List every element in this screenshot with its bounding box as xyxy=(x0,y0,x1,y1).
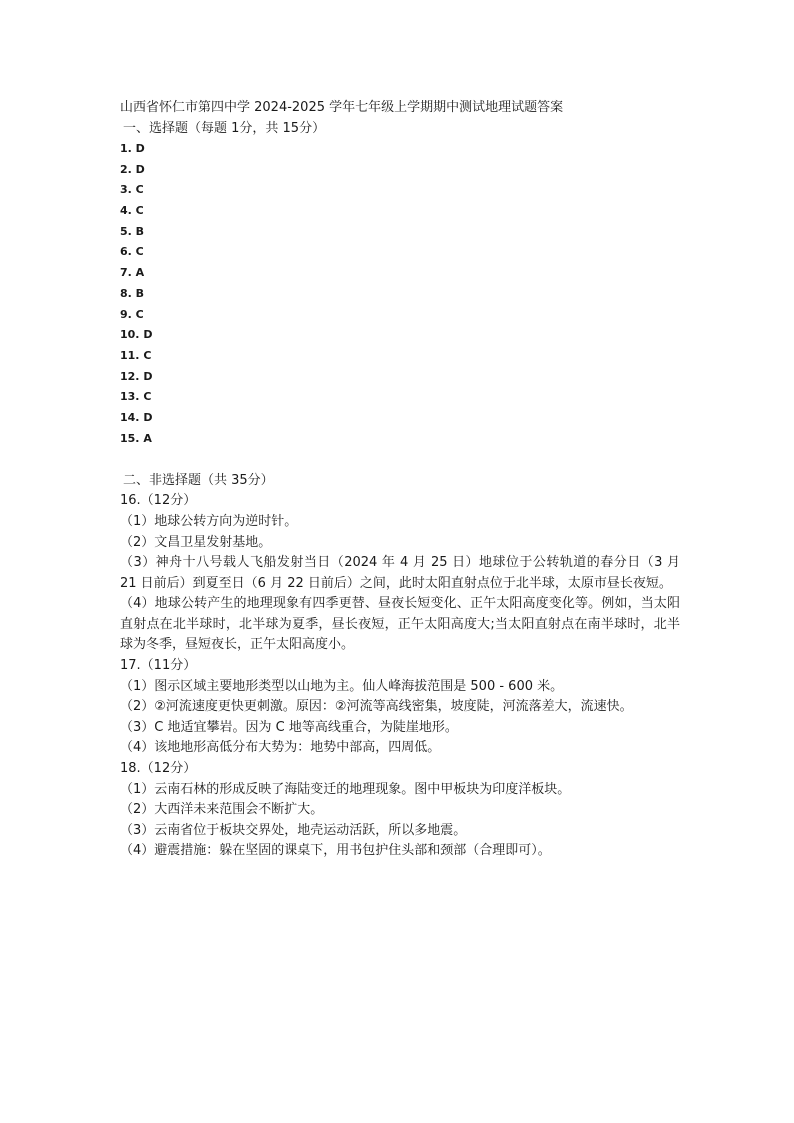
choice-answer: 13. C xyxy=(120,390,152,404)
question-heading: 16.（12分） xyxy=(120,493,197,509)
choice-answer: 10. D xyxy=(120,328,153,342)
choice-answer: 8. B xyxy=(120,286,145,300)
answer-line: （2）文昌卫星发射基地。 xyxy=(120,534,272,550)
answer-line: （1）图示区域主要地形类型以山地为主。仙人峰海拔范围是 500 - 600 米。 xyxy=(120,678,564,694)
answer-line: （4）避震措施：躲在坚固的课桌下，用书包护住头部和颈部（合理即可）。 xyxy=(120,843,551,859)
choice-answer: 5. B xyxy=(120,224,145,238)
question-heading: 18.（12分） xyxy=(120,761,197,777)
question-18 xyxy=(120,759,680,862)
question-16 xyxy=(120,491,680,656)
section-2-heading: 二、非选择题（共 35分） xyxy=(123,473,274,489)
choice-answer-list xyxy=(120,139,680,449)
answer-line: （4）该地地形高低分布大势为：地势中部高，四周低。 xyxy=(120,740,441,756)
answer-line: （1）云南石林的形成反映了海陆变迁的地理现象。图中甲板块为印度洋板块。 xyxy=(120,781,571,797)
answer-line: （2）②河流速度更快更刺激。原因：②河流等高线密集，坡度陡，河流落差大，流速快。 xyxy=(120,699,633,715)
choice-answer: 12. D xyxy=(120,369,153,383)
question-heading: 17.（11分） xyxy=(120,658,197,674)
answer-line: （3）神舟十八号载人飞船发射当日（2024 年 4 月 25 日）地球位于公转轨道的春分日（3 月 21 日前后）到夏至日（6 月 22 日前后）之间，此时太阳直射点位于北半球，太原市昼长夜短。 xyxy=(120,555,680,591)
choice-answer: 1. D xyxy=(120,142,145,155)
choice-answer: 15. A xyxy=(120,431,152,445)
answer-line: （1）地球公转方向为逆时针。 xyxy=(120,513,298,529)
answer-line: （3）云南省位于板块交界处，地壳运动活跃，所以多地震。 xyxy=(120,822,467,838)
document-title: 山西省怀仁市第四中学 2024-2025 学年七年级上学期期中测试地理试题答案 xyxy=(120,100,564,115)
choice-answer: 14. D xyxy=(120,410,153,424)
choice-answer: 4. C xyxy=(120,204,144,218)
choice-answer: 2. D xyxy=(120,162,145,176)
question-17 xyxy=(120,656,680,759)
section-spacer xyxy=(120,449,680,470)
answer-line: （3）C 地适宜攀岩。因为 C 地等高线重合，为陡崖地形。 xyxy=(120,719,458,735)
answer-line: （2）大西洋未来范围会不断扩大。 xyxy=(120,802,324,818)
choice-answer: 3. C xyxy=(120,183,144,197)
answer-line: （4）地球公转产生的地理现象有四季更替、昼夜长短变化、正午太阳高度变化等。例如，当太阳直射点在北半球时，北半球为夏季，昼长夜短，正午太阳高度大;当太阳直射点在南半球时，北半球为冬季，昼短夜长，正午太阳高度小。 xyxy=(120,596,680,653)
choice-answer: 6. C xyxy=(120,245,144,259)
section-1-heading: 一、选择题（每题 1分，共 15分） xyxy=(123,121,326,136)
choice-answer: 7. A xyxy=(120,266,145,280)
answer-sheet xyxy=(120,97,680,862)
choice-answer: 9. C xyxy=(120,307,144,321)
choice-answer: 11. C xyxy=(120,348,152,362)
